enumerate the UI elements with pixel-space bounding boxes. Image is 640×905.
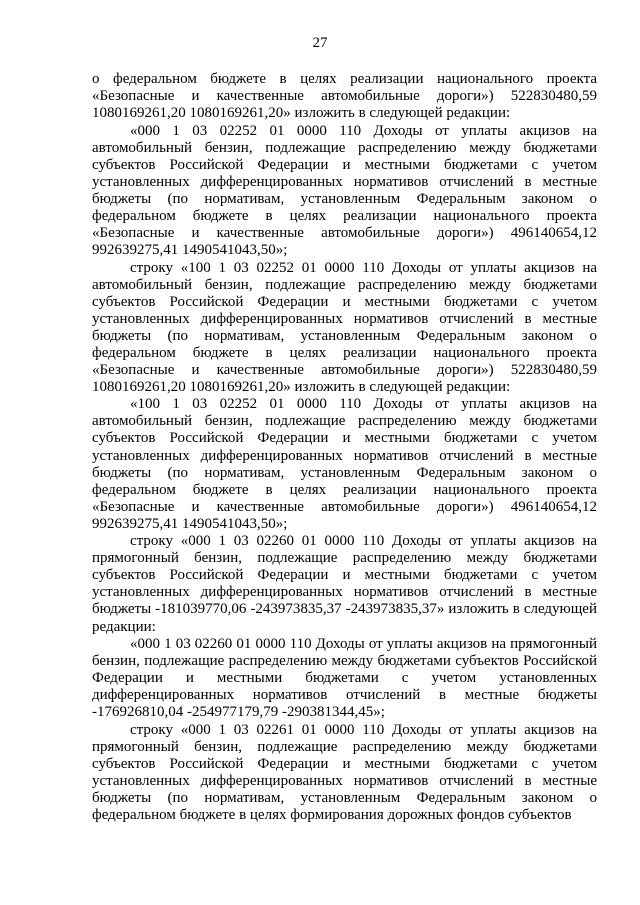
page-number: 27	[312, 35, 328, 51]
paragraph-new-edition-100-02252: «100 1 03 02252 01 0000 110 Доходы от уплаты акцизов на автомобильный бензин, подлежащие распределению между бюджетами субъектов Российской Федерации и местными бюджетами с учетом установленных дифференцированных нормативов отчислений в местные бюджеты (по нормативам, установленным Федеральным законом о федеральном бюджете в целях реализации национального проекта «Безопасные и качественные автомобильные дороги») 496140654,12 992639275,41 1490541043,50»;	[92, 396, 597, 532]
paragraph-row-000-02260: строку «000 1 03 02260 01 0000 110 Доходы от уплаты акцизов на прямогонный бензин, подлежащие распределению между бюджетами субъектов Российской Федерации и местными бюджетами с учетом установленных дифференцированных нормативов отчислений в местные бюджеты -181039770,06 -243973835,37 -243973835,37» изложить в следующей редакции:	[92, 533, 597, 635]
document-body	[92, 71, 597, 824]
paragraph-new-edition-000-02260: «000 1 03 02260 01 0000 110 Доходы от уплаты акцизов на прямогонный бензин, подлежащие распределению между бюджетами субъектов Российской Федерации и местными бюджетами с учетом установленных дифференцированных нормативов отчислений в местные бюджеты -176926810,04 -254977179,79 -290381344,45»;	[92, 636, 597, 721]
paragraph-row-000-02261: строку «000 1 03 02261 01 0000 110 Доходы от уплаты акцизов на прямогонный бензин, подлежащие распределению между бюджетами субъектов Российской Федерации и местными бюджетами с учетом установленных дифференцированных нормативов отчислений в местные бюджеты (по нормативам, установленным Федеральным законом о федеральном бюджете в целях формирования дорожных фондов субъектов	[92, 721, 597, 824]
paragraph-row-100-02252: строку «100 1 03 02252 01 0000 110 Доходы от уплаты акцизов на автомобильный бензин, подлежащие распределению между бюджетами субъектов Российской Федерации и местными бюджетами с учетом установленных дифференцированных нормативов отчислений в местные бюджеты (по нормативам, установленным Федеральным законом о федеральном бюджете в целях реализации национального проекта «Безопасные и качественные автомобильные дороги») 522830480,59 1080169261,20 1080169261,20» изложить в следующей редакции:	[92, 259, 597, 395]
paragraph-continuation: о федеральном бюджете в целях реализации национального проекта «Безопасные и качественные автомобильные дороги») 522830480,59 1080169261,20 1080169261,20» изложить в следующей редакции:	[92, 71, 597, 122]
paragraph-new-edition-000-02252: «000 1 03 02252 01 0000 110 Доходы от уплаты акцизов на автомобильный бензин, подлежащие распределению между бюджетами субъектов Российской Федерации и местными бюджетами с учетом установленных дифференцированных нормативов отчислений в местные бюджеты (по нормативам, установленным Федеральным законом о федеральном бюджете в целях реализации национального проекта «Безопасные и качественные автомобильные дороги») 496140654,12 992639275,41 1490541043,50»;	[92, 122, 597, 258]
